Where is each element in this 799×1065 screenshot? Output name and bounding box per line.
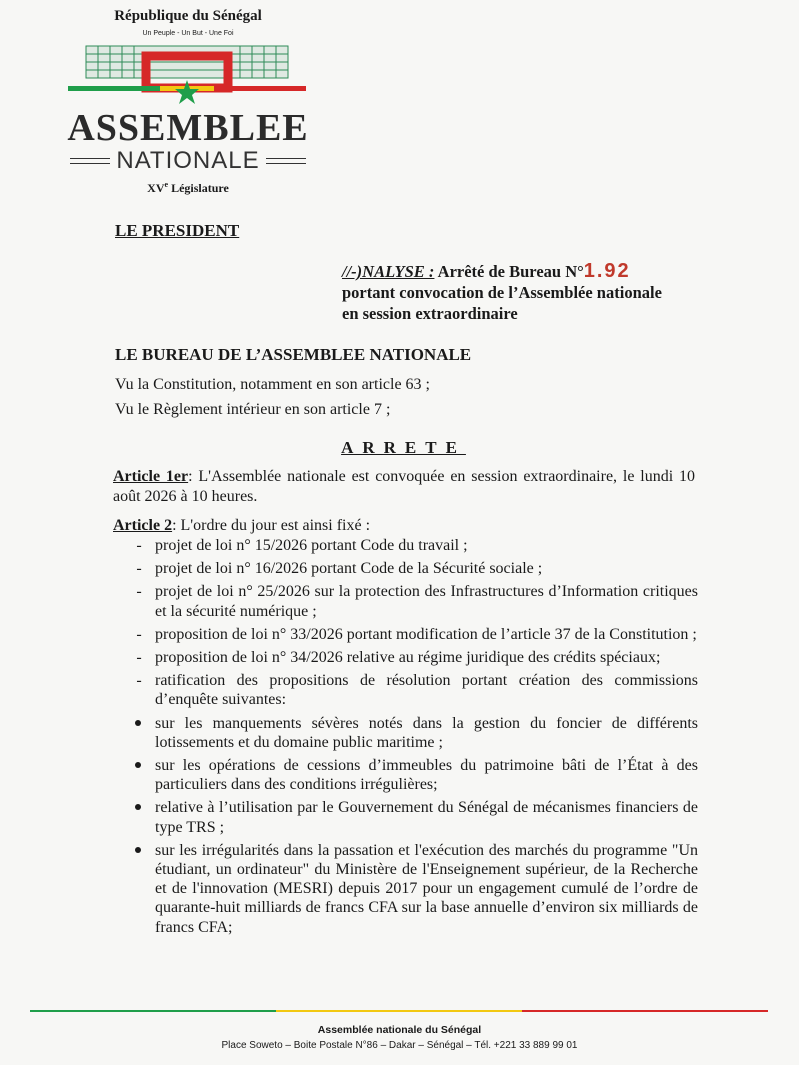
agenda-list	[113, 536, 698, 941]
agenda-item	[113, 559, 698, 578]
footer-title: Assemblée nationale du Sénégal	[317, 1024, 482, 1036]
dash-icon: -	[136, 537, 142, 554]
agenda-item-text: ratification des propositions de résolution portant création des commissions d’enquête suivantes:	[155, 672, 698, 709]
decree-number: 1.92	[583, 260, 631, 282]
republic-title: République du Sénégal	[114, 8, 262, 24]
agenda-item-text: projet de loi n° 16/2026 portant Code de la Sécurité sociale ;	[155, 560, 543, 578]
agenda-item	[113, 756, 698, 794]
agenda-item-text: sur les irrégularités dans la passation et l'exécution des marchés du programme "Un étudiant, un ordinateur" du Ministère de l'Enseignement supérieur, de la Recherche et de l'innovation (MESRI) depuis 2017 pour un engagement cumulé de l’ordre de quarante-huit milliards de francs CFA sur la base annuelle d’environ six milliards de francs CFA;	[155, 841, 698, 936]
analyse-line-1: //-)NALYSE : Arrêté de Bureau N°1.92	[342, 260, 631, 282]
article-2: Article 2: L'ordre du jour est ainsi fixé :	[113, 517, 371, 534]
agenda-item-text: proposition de loi n° 34/2026 relative au régime juridique des crédits spéciaux;	[155, 649, 661, 667]
agenda-item-text: projet de loi n° 15/2026 portant Code du travail ;	[155, 537, 468, 554]
dash-icon: -	[136, 625, 142, 643]
assembly-wordmark: ASSEMBLEE	[67, 107, 309, 149]
assembly-building-emblem	[68, 40, 306, 105]
legislature-label: XVe Législature	[147, 180, 229, 195]
bureau-heading: LE BUREAU DE L’ASSEMBLEE NATIONALE	[115, 345, 472, 364]
footer-tricolor-line	[30, 1010, 768, 1012]
agenda-item	[113, 582, 698, 620]
dash-icon: -	[136, 560, 142, 578]
agenda-item	[113, 714, 698, 752]
national-motto: Un Peuple - Un But - Une Foi	[142, 30, 234, 37]
agenda-item	[113, 671, 698, 709]
agenda-item-text: relative à l’utilisation par le Gouvernement du Sénégal de mécanismes financiers de type TRS ;	[155, 799, 698, 836]
vu-constitution: Vu la Constitution, notamment en son article 63 ;	[115, 376, 430, 393]
dash-icon: -	[136, 672, 142, 690]
agenda-item-text: sur les manquements sévères notés dans la gestion du foncier de différents lotissements et du domaine public maritime ;	[155, 714, 698, 751]
article-1: Article 1er: L'Assemblée nationale est convoquée en session extraordinaire, le lundi 10 août 2026 à 10 heures.	[113, 468, 696, 505]
arrete-heading: ARRETE	[341, 438, 466, 457]
analyse-line-2: portant convocation de l’Assemblée nationale	[342, 283, 662, 302]
analyse-line-3: en session extraordinaire	[342, 304, 518, 323]
agenda-item	[113, 536, 698, 555]
dash-icon: -	[136, 583, 142, 601]
agenda-item	[113, 841, 698, 937]
decorative-line-right	[266, 158, 306, 164]
footer-address: Place Soweto – Boite Postale N°86 – Dakar – Sénégal – Tél. +221 33 889 99 01	[221, 1040, 578, 1051]
agenda-item-text: sur les opérations de cessions d’immeubles du patrimoine bâti de l’État à des particuliers dans des conditions irrégulières;	[155, 757, 698, 794]
nationale-wordmark-row	[66, 146, 310, 176]
decorative-line-left	[70, 158, 110, 164]
agenda-item-text: proposition de loi n° 33/2026 portant modification de l’article 37 de la Constitution ;	[155, 625, 697, 643]
agenda-item	[113, 625, 698, 644]
vu-reglement: Vu le Règlement intérieur en son article 7 ;	[115, 401, 391, 418]
agenda-item	[113, 648, 698, 667]
dash-icon: -	[136, 649, 142, 667]
agenda-item-text: projet de loi n° 25/2026 sur la protection des Infrastructures d’Information critiques et la sécurité numérique ;	[155, 583, 698, 620]
agenda-item	[113, 798, 698, 836]
president-heading: LE PRESIDENT	[115, 221, 240, 240]
nationale-wordmark: NATIONALE	[116, 147, 260, 174]
analyse-block	[342, 261, 742, 324]
